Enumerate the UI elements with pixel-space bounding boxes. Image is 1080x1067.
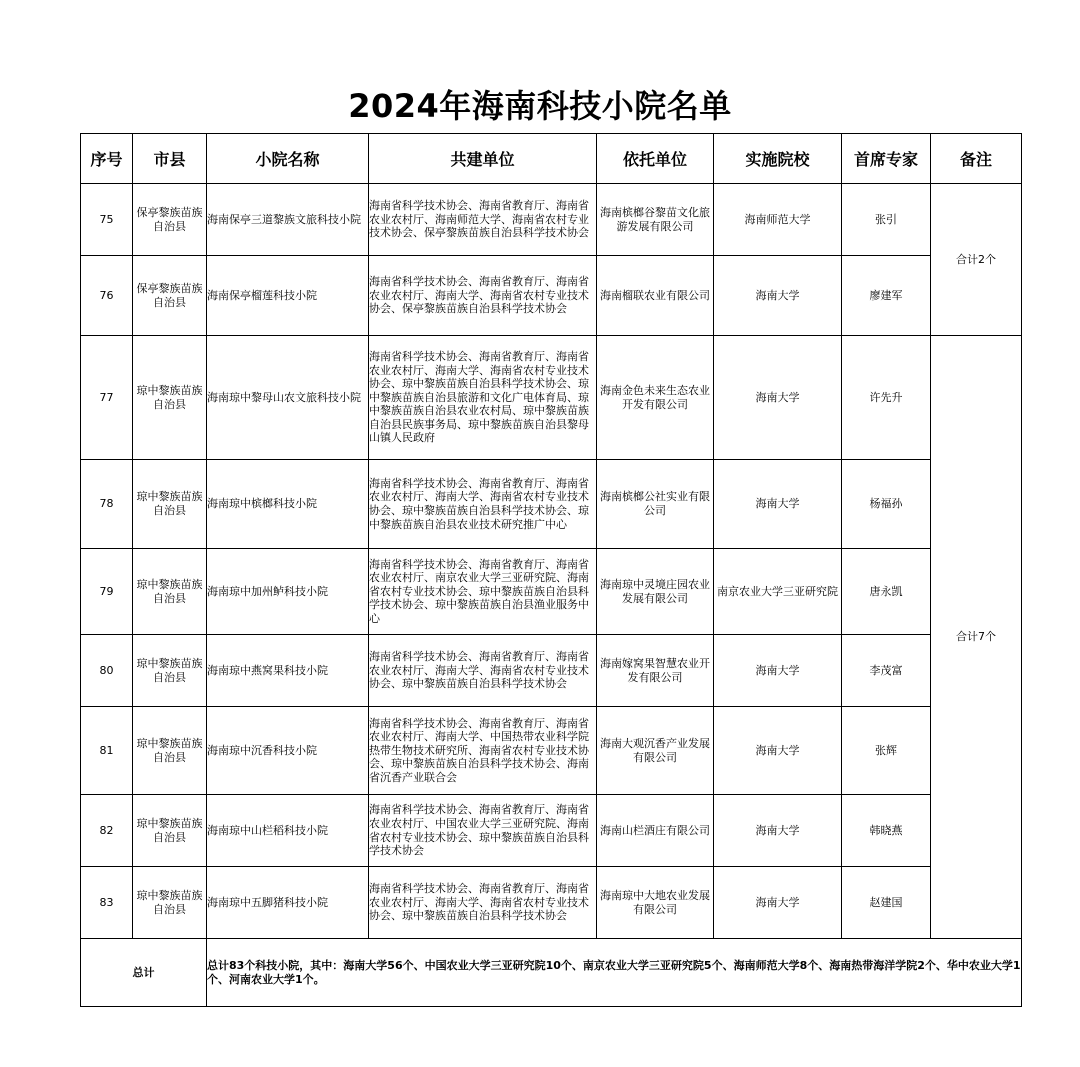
total-summary: 总计83个科技小院，其中：海南大学56个、中国农业大学三亚研究院10个、南京农业大学三亚研究院5个、海南师范大学8个、海南热带海洋学院2个、华中农业大学1个、河南农业大学1个。 — [207, 939, 1022, 1007]
cell-school: 海南大学 — [714, 256, 842, 336]
table-header-row — [81, 134, 1022, 184]
header-cell-remark: 备注 — [931, 134, 1022, 184]
header-cell-county: 市县 — [133, 134, 207, 184]
total-label: 总计 — [81, 939, 207, 1007]
cell-school: 海南大学 — [714, 460, 842, 549]
cell-expert: 李茂富 — [842, 635, 931, 707]
cell-partners: 海南省科学技术协会、海南省教育厅、海南省农业农村厅、海南大学、海南省农村专业技术协会、保亭黎族苗族自治县科学技术协会 — [369, 256, 597, 336]
cell-expert: 韩晓燕 — [842, 795, 931, 867]
cell-expert: 赵建国 — [842, 867, 931, 939]
cell-host: 海南嫁窝果智慧农业开发有限公司 — [597, 635, 714, 707]
cell-school: 海南大学 — [714, 867, 842, 939]
cell-name: 海南琼中加州鲈科技小院 — [207, 549, 369, 635]
cell-no: 82 — [81, 795, 133, 867]
cell-remark-group-2: 合计7个 — [931, 336, 1022, 939]
cell-no: 81 — [81, 707, 133, 795]
cell-host: 海南大观沉香产业发展有限公司 — [597, 707, 714, 795]
cell-partners: 海南省科学技术协会、海南省教育厅、海南省农业农村厅、海南大学、海南省农村专业技术协会、琼中黎族苗族自治县科学技术协会、琼中黎族苗族自治县农业技术研究推广中心 — [369, 460, 597, 549]
cell-no: 75 — [81, 184, 133, 256]
cell-school: 海南大学 — [714, 336, 842, 460]
cell-no: 80 — [81, 635, 133, 707]
table-row — [81, 549, 1022, 635]
table-row — [81, 184, 1022, 256]
cell-county: 琼中黎族苗族自治县 — [133, 635, 207, 707]
cell-name: 海南琼中燕窝果科技小院 — [207, 635, 369, 707]
cell-school: 海南大学 — [714, 635, 842, 707]
cell-no: 78 — [81, 460, 133, 549]
header-cell-partners: 共建单位 — [369, 134, 597, 184]
header-cell-school: 实施院校 — [714, 134, 842, 184]
cell-expert: 张引 — [842, 184, 931, 256]
cell-partners: 海南省科学技术协会、海南省教育厅、海南省农业农村厅、海南大学、海南省农村专业技术协会、琼中黎族苗族自治县科学技术协会、琼中黎族苗族自治县旅游和文化广电体育局、琼中黎族苗族自治县农业农村局、琼中黎族苗族自治县民族事务局、琼中黎族苗族自治县黎母山镇人民政府 — [369, 336, 597, 460]
header-cell-expert: 首席专家 — [842, 134, 931, 184]
total-row — [81, 939, 1022, 1007]
science-yard-table — [80, 133, 1022, 1007]
cell-county: 琼中黎族苗族自治县 — [133, 549, 207, 635]
cell-host: 海南山栏酒庄有限公司 — [597, 795, 714, 867]
table-row — [81, 256, 1022, 336]
cell-expert: 杨福孙 — [842, 460, 931, 549]
table-row — [81, 795, 1022, 867]
cell-host: 海南榴联农业有限公司 — [597, 256, 714, 336]
cell-school: 海南大学 — [714, 707, 842, 795]
cell-county: 琼中黎族苗族自治县 — [133, 336, 207, 460]
cell-name: 海南琼中槟榔科技小院 — [207, 460, 369, 549]
cell-county: 保亭黎族苗族自治县 — [133, 256, 207, 336]
cell-name: 海南琼中五脚猪科技小院 — [207, 867, 369, 939]
cell-host: 海南金色未来生态农业开发有限公司 — [597, 336, 714, 460]
cell-host: 海南槟榔公社实业有限公司 — [597, 460, 714, 549]
cell-name: 海南琼中沉香科技小院 — [207, 707, 369, 795]
cell-no: 79 — [81, 549, 133, 635]
header-cell-name: 小院名称 — [207, 134, 369, 184]
cell-county: 琼中黎族苗族自治县 — [133, 795, 207, 867]
cell-partners: 海南省科学技术协会、海南省教育厅、海南省农业农村厅、海南大学、海南省农村专业技术协会、琼中黎族苗族自治县科学技术协会 — [369, 867, 597, 939]
cell-name: 海南保亭三道黎族文旅科技小院 — [207, 184, 369, 256]
cell-expert: 廖建军 — [842, 256, 931, 336]
cell-partners: 海南省科学技术协会、海南省教育厅、海南省农业农村厅、海南师范大学、海南省农村专业技术协会、保亭黎族苗族自治县科学技术协会 — [369, 184, 597, 256]
table-row — [81, 707, 1022, 795]
cell-county: 琼中黎族苗族自治县 — [133, 707, 207, 795]
cell-host: 海南槟榔谷黎苗文化旅游发展有限公司 — [597, 184, 714, 256]
cell-partners: 海南省科学技术协会、海南省教育厅、海南省农业农村厅、中国农业大学三亚研究院、海南省农村专业技术协会、琼中黎族苗族自治县科学技术协会 — [369, 795, 597, 867]
cell-name: 海南琼中黎母山农文旅科技小院 — [207, 336, 369, 460]
header-cell-host: 依托单位 — [597, 134, 714, 184]
table-row — [81, 635, 1022, 707]
cell-name: 海南琼中山栏稻科技小院 — [207, 795, 369, 867]
table-row — [81, 867, 1022, 939]
cell-county: 琼中黎族苗族自治县 — [133, 460, 207, 549]
table-row — [81, 336, 1022, 460]
cell-host: 海南琼中灵境庄园农业发展有限公司 — [597, 549, 714, 635]
cell-county: 琼中黎族苗族自治县 — [133, 867, 207, 939]
header-cell-no: 序号 — [81, 134, 133, 184]
cell-school: 南京农业大学三亚研究院 — [714, 549, 842, 635]
cell-no: 83 — [81, 867, 133, 939]
cell-county: 保亭黎族苗族自治县 — [133, 184, 207, 256]
cell-school: 海南大学 — [714, 795, 842, 867]
cell-partners: 海南省科学技术协会、海南省教育厅、海南省农业农村厅、海南大学、中国热带农业科学院热带生物技术研究所、海南省农村专业技术协会、琼中黎族苗族自治县科学技术协会、海南省沉香产业联合会 — [369, 707, 597, 795]
cell-expert: 唐永凯 — [842, 549, 931, 635]
cell-expert: 许先升 — [842, 336, 931, 460]
cell-no: 77 — [81, 336, 133, 460]
page-title: 2024年海南科技小院名单 — [348, 87, 732, 125]
cell-expert: 张辉 — [842, 707, 931, 795]
cell-partners: 海南省科学技术协会、海南省教育厅、海南省农业农村厅、海南大学、海南省农村专业技术协会、琼中黎族苗族自治县科学技术协会 — [369, 635, 597, 707]
cell-host: 海南琼中大地农业发展有限公司 — [597, 867, 714, 939]
cell-school: 海南师范大学 — [714, 184, 842, 256]
cell-partners: 海南省科学技术协会、海南省教育厅、海南省农业农村厅、南京农业大学三亚研究院、海南省农村专业技术协会、琼中黎族苗族自治县科学技术协会、琼中黎族苗族自治县渔业服务中心 — [369, 549, 597, 635]
cell-remark-group-1: 合计2个 — [931, 184, 1022, 336]
table-row — [81, 460, 1022, 549]
cell-name: 海南保亭榴莲科技小院 — [207, 256, 369, 336]
cell-no: 76 — [81, 256, 133, 336]
